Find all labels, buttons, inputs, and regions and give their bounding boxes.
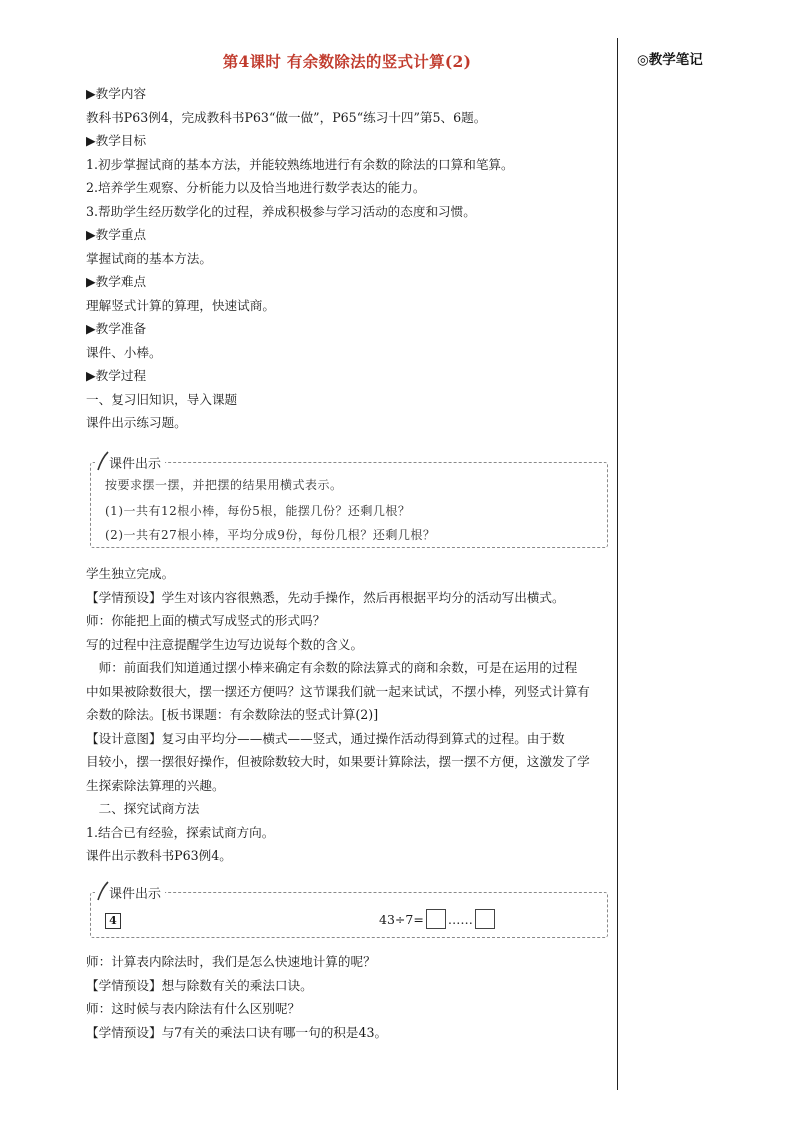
callout-label: 课件出示 xyxy=(95,453,165,472)
example-number-badge: 4 xyxy=(105,913,121,929)
paragraph: 目较小，摆一摆很好操作，但被除数较大时，如果要计算除法，摆一摆不方便，这激发了学 xyxy=(86,754,590,769)
paragraph: 中如果被除数很大，摆一摆还方便吗？这节课我们就一起来试试，不摆小棒，列竖式计算有 xyxy=(86,683,590,699)
paragraph: 【学情预设】与7有关的乘法口诀有哪一句的积是43。 xyxy=(86,1024,388,1040)
paragraph: 理解竖式计算的算理，快速试商。 xyxy=(86,297,275,313)
callout-label: 课件出示 xyxy=(95,883,165,902)
heading-preparation: ▶教学准备 xyxy=(86,321,147,336)
lesson-section-2 xyxy=(86,562,590,868)
paragraph: 课件、小棒。 xyxy=(86,344,162,360)
heading-goals: ▶教学目标 xyxy=(86,133,147,148)
subheading: 二、探究试商方法 xyxy=(98,801,200,816)
paragraph: 生探索除法算理的兴趣。 xyxy=(86,777,225,793)
pen-stroke-icon xyxy=(95,880,109,902)
margin-divider xyxy=(617,38,618,1090)
callout-line: (1)一共有12根小棒，每份5根，能摆几份？还剩几根？ xyxy=(105,504,411,518)
lesson-section-1 xyxy=(86,82,514,435)
paragraph: 【学情预设】想与除数有关的乘法口诀。 xyxy=(86,977,313,993)
teaching-notes-label: ◎教学笔记 xyxy=(637,52,703,68)
courseware-callout-2 xyxy=(90,887,608,938)
lesson-section-3 xyxy=(86,950,387,1044)
paragraph: 师：前面我们知道通过摆小棒来确定有余数的除法算式的商和余数，可是在运用的过程 xyxy=(98,660,578,675)
remainder-blank xyxy=(475,909,495,929)
callout-line: 按要求摆一摆，并把摆的结果用横式表示。 xyxy=(105,478,343,492)
courseware-callout-1 xyxy=(90,457,608,548)
paragraph: 掌握试商的基本方法。 xyxy=(86,250,212,266)
paragraph: 学生独立完成。 xyxy=(86,566,175,581)
subheading: 一、复习旧知识，导入课题 xyxy=(86,391,238,407)
heading-key-point: ▶教学重点 xyxy=(86,227,147,242)
paragraph: 【学情预设】学生对该内容很熟悉，先动手操作，然后再根据平均分的活动写出横式。 xyxy=(86,589,565,605)
quotient-blank xyxy=(426,909,446,929)
paragraph: 课件出示练习题。 xyxy=(86,415,187,430)
page-title: 第4课时 有余数除法的竖式计算(2) xyxy=(222,52,472,71)
heading-difficulty: ▶教学难点 xyxy=(86,274,147,289)
paragraph: 师：这时候与表内除法有什么区别呢？ xyxy=(86,1001,301,1016)
paragraph: 课件出示教科书P63例4。 xyxy=(86,848,232,863)
goal-item: 2.培养学生观察、分析能力以及恰当地进行数学表达的能力。 xyxy=(86,180,426,195)
paragraph: 余数的除法。[板书课题：有余数除法的竖式计算(2)] xyxy=(86,707,379,722)
paragraph: 1.结合已有经验，探索试商方向。 xyxy=(86,824,275,840)
division-equation xyxy=(379,909,497,929)
heading-content: ▶教学内容 xyxy=(86,86,147,101)
paragraph: 教科书P63例4，完成教科书P63“做一做”，P65“练习十四”第5、6题。 xyxy=(86,109,487,125)
paragraph: 【设计意图】复习由平均分——横式——竖式，通过操作活动得到算式的过程。由于数 xyxy=(86,730,565,746)
goal-item: 3.帮助学生经历数学化的过程，养成积极参与学习活动的态度和习惯。 xyxy=(86,203,476,219)
callout-line: (2)一共有27根小棒，平均分成9份，每份几根？还剩几根？ xyxy=(105,528,436,542)
paragraph: 写的过程中注意提醒学生边写边说每个数的含义。 xyxy=(86,636,364,652)
paragraph: 师：你能把上面的横式写成竖式的形式吗？ xyxy=(86,613,326,628)
paragraph: 师：计算表内除法时，我们是怎么快速地计算的呢？ xyxy=(86,954,376,969)
heading-process: ▶教学过程 xyxy=(86,368,147,383)
equation-dots: …… xyxy=(447,911,473,927)
equation-left: 43÷7= xyxy=(379,911,424,927)
pen-stroke-icon xyxy=(95,450,109,472)
goal-item: 1.初步掌握试商的基本方法，并能较熟练地进行有余数的除法的口算和笔算。 xyxy=(86,156,514,172)
